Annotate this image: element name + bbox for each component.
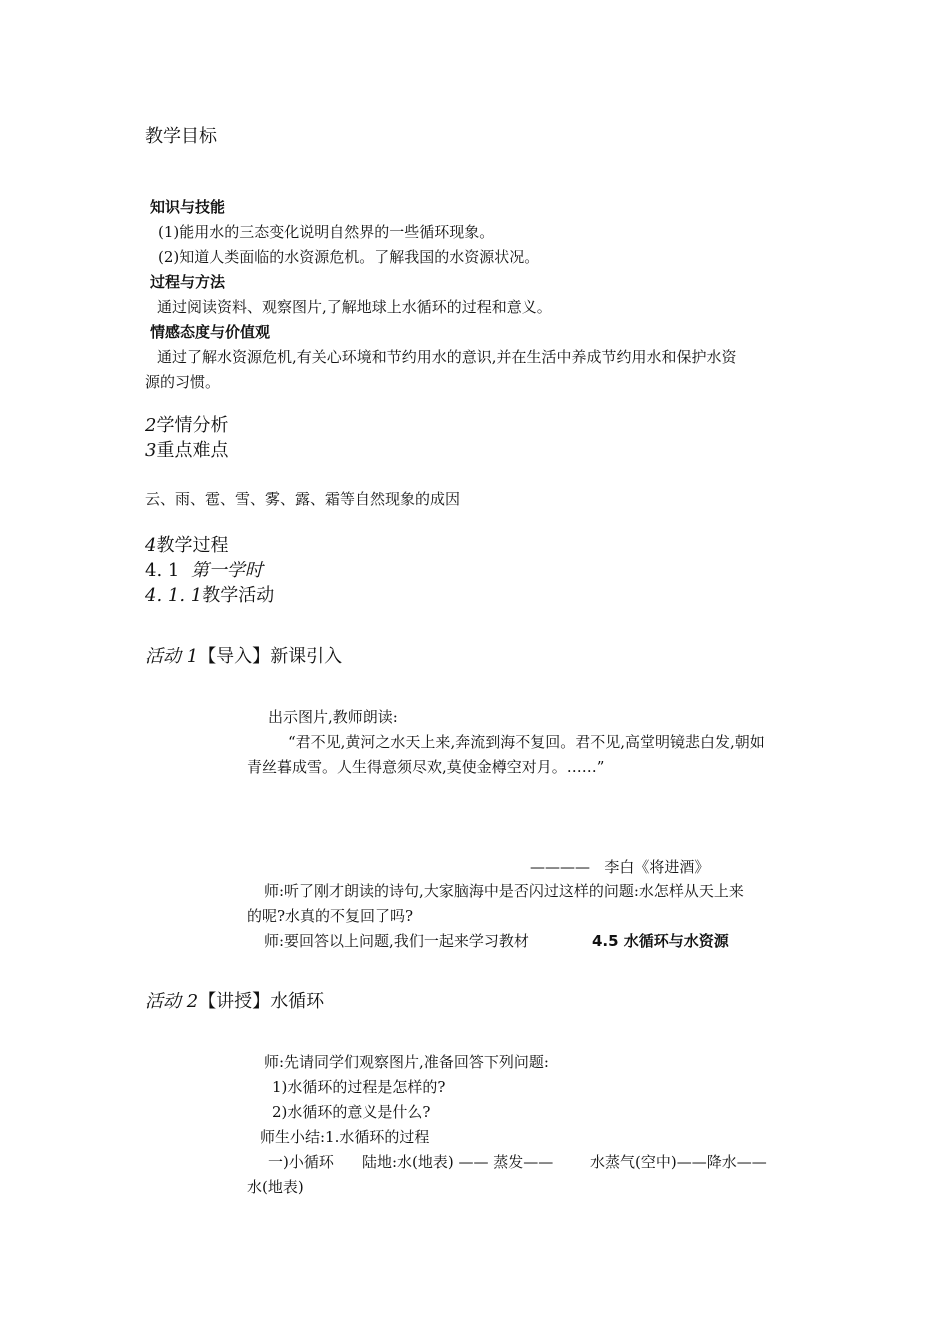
emotion-text-line1: 通过了解水资源危机,有关心环境和节约用水的意识,并在生活中养成节约用水和保护水资 xyxy=(157,348,737,366)
keypoints-text: 云、雨、雹、雪、雾、露、霜等自然现象的成因 xyxy=(145,490,461,508)
textbook-reference: 4.5 水循环与水资源 xyxy=(592,932,729,950)
attribution-dash: ———— xyxy=(530,858,590,876)
small-cycle-land-part1: 陆地:水(地表) —— 蒸发—— xyxy=(362,1153,554,1171)
section-4-heading xyxy=(145,537,228,555)
section-3-heading xyxy=(145,442,228,460)
emotion-text-line2: 源的习惯。 xyxy=(145,373,221,391)
subsection-title: 教学活动 xyxy=(202,585,275,606)
subsection-heading xyxy=(145,587,274,605)
doc-title: 教学目标 xyxy=(145,126,217,147)
attribution-author-work: 李白《将进酒》 xyxy=(604,858,710,876)
activity-1-title: 新课引入 xyxy=(270,646,343,667)
activity-1-label: 活动 1 xyxy=(145,646,199,667)
small-cycle-land-part2: 水蒸气(空中)——降水—— xyxy=(590,1153,767,1171)
poem-line-1: “君不见,黄河之水天上来,奔流到海不复回。君不见,高堂明镜悲白发,朝如 xyxy=(288,733,765,751)
activity-2-summary: 师生小结:1.水循环的过程 xyxy=(260,1128,430,1146)
small-cycle-label: 一)小循环 xyxy=(268,1153,334,1171)
lesson-title: 第一学时 xyxy=(190,560,263,581)
activity-2-question-2: 2)水循环的意义是什么? xyxy=(272,1103,431,1121)
activity-2-tag: 【讲授】 xyxy=(198,991,271,1012)
activity-2-heading xyxy=(145,993,324,1011)
knowledge-item-1: (1)能用水的三态变化说明自然界的一些循环现象。 xyxy=(158,223,495,241)
section-2-title: 学情分析 xyxy=(156,415,229,436)
lesson-heading xyxy=(145,562,263,580)
activity-2-question-1: 1)水循环的过程是怎样的? xyxy=(272,1078,446,1096)
activity-2-title: 水循环 xyxy=(270,991,325,1012)
teacher-intro-textbook: 师:要回答以上问题,我们一起来学习教材 xyxy=(264,932,529,950)
section-2-heading xyxy=(145,417,228,435)
emotion-heading: 情感态度与价值观 xyxy=(150,323,271,341)
lesson-number: 4. 1 xyxy=(145,560,180,581)
activity-2-label: 活动 2 xyxy=(145,991,199,1012)
knowledge-heading: 知识与技能 xyxy=(150,198,226,216)
activity-2-teacher: 师:先请同学们观察图片,准备回答下列问题: xyxy=(264,1053,549,1071)
small-cycle-land-part3: 水(地表) xyxy=(247,1178,304,1196)
section-4-title: 教学过程 xyxy=(156,535,229,556)
section-2-number: 2 xyxy=(145,415,157,436)
subsection-number: 4. 1. 1 xyxy=(145,585,203,606)
poem-attribution xyxy=(530,860,709,875)
activity-1-heading xyxy=(145,648,342,666)
section-4-number: 4 xyxy=(145,535,157,556)
knowledge-item-2: (2)知道人类面临的水资源危机。了解我国的水资源状况。 xyxy=(158,248,540,266)
section-3-title: 重点难点 xyxy=(156,440,229,461)
teacher-question-line2: 的呢?水真的不复回了吗? xyxy=(247,907,414,925)
teacher-question-line1: 师:听了刚才朗读的诗句,大家脑海中是否闪过这样的问题:水怎样从天上来 xyxy=(264,882,744,900)
activity-1-tag: 【导入】 xyxy=(198,646,271,667)
section-3-number: 3 xyxy=(145,440,157,461)
activity-1-intro: 出示图片,教师朗读: xyxy=(268,708,398,726)
process-text: 通过阅读资料、观察图片,了解地球上水循环的过程和意义。 xyxy=(157,298,552,316)
process-heading: 过程与方法 xyxy=(150,273,226,291)
poem-line-2: 青丝暮成雪。人生得意须尽欢,莫使金樽空对月。……” xyxy=(247,758,605,776)
